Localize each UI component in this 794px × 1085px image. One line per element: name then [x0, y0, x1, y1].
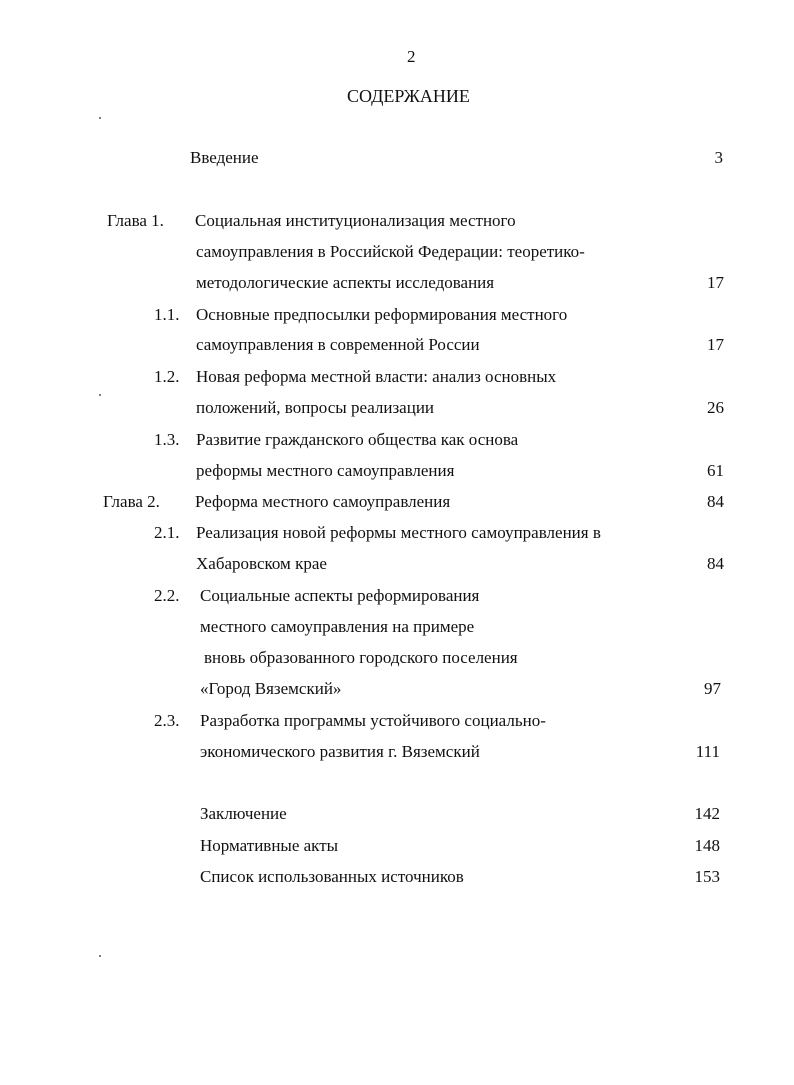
- toc-intro-label: Введение: [190, 148, 259, 167]
- toc-section-2-3-number: 2.3.: [154, 711, 180, 730]
- toc-section-1-2-page: 26: [707, 398, 724, 417]
- toc-section-2-3-page: 111: [695, 742, 720, 761]
- toc-section-1-1-number: 1.1.: [154, 305, 180, 324]
- toc-sources-page: 153: [694, 867, 720, 886]
- toc-chapter-1-page: 17: [707, 273, 724, 292]
- toc-section-2-1-number: 2.1.: [154, 523, 180, 542]
- toc-section-2-1-page: 84: [707, 554, 724, 573]
- toc-section-2-3-line-2: экономического развития г. Вяземский: [200, 742, 480, 761]
- toc-section-2-2-number: 2.2.: [154, 586, 180, 605]
- page-title: СОДЕРЖАНИЕ: [347, 86, 470, 106]
- toc-section-2-1-line-2: Хабаровском крае: [196, 554, 327, 573]
- toc-chapter-1-title-line-1: Социальная институционализация местного: [195, 211, 516, 230]
- toc-section-1-1-line-2: самоуправления в современной России: [196, 335, 480, 354]
- toc-chapter-1-title-line-2: самоуправления в Российской Федерации: теоретико-: [196, 242, 585, 261]
- toc-chapter-2-page: 84: [707, 492, 724, 511]
- toc-section-1-3-line-1: Развитие гражданского общества как основа: [196, 430, 519, 449]
- toc-section-2-3-line-1: Разработка программы устойчивого социально-: [200, 711, 546, 730]
- toc-section-2-1-line-1: Реализация новой реформы местного самоуправления в: [196, 523, 601, 542]
- toc-section-2-2-page: 97: [704, 679, 721, 698]
- toc-chapter-1-label: Глава 1.: [107, 211, 164, 230]
- toc-section-1-2-line-2: положений, вопросы реализации: [196, 398, 435, 417]
- toc-intro-page: 3: [714, 148, 723, 167]
- toc-normative-acts-page: 148: [694, 836, 720, 855]
- toc-chapter-2-title: Реформа местного самоуправления: [195, 492, 451, 511]
- toc-section-1-2-number: 1.2.: [154, 367, 180, 386]
- toc-section-2-2-line-1: Социальные аспекты реформирования: [200, 586, 480, 605]
- toc-section-1-2-line-1: Новая реформа местной власти: анализ основных: [196, 367, 557, 386]
- toc-section-2-2-line-3: вновь образованного городского поселения: [204, 648, 518, 667]
- scan-speck: [99, 955, 101, 957]
- toc-conclusion-label: Заключение: [200, 804, 287, 823]
- toc-section-1-3-page: 61: [707, 461, 724, 480]
- toc-normative-acts-label: Нормативные акты: [200, 836, 339, 855]
- toc-section-2-2-line-2: местного самоуправления на примере: [200, 617, 475, 636]
- toc-sources-label: Список использованных источников: [200, 867, 464, 886]
- toc-section-1-1-page: 17: [707, 335, 724, 354]
- page-number: 2: [407, 47, 416, 66]
- scan-speck: [99, 117, 101, 119]
- toc-chapter-2-label: Глава 2.: [103, 492, 160, 511]
- toc-conclusion-page: 142: [694, 804, 720, 823]
- toc-chapter-1-title-line-3: методологические аспекты исследования: [196, 273, 495, 292]
- toc-section-1-1-line-1: Основные предпосылки реформирования местного: [196, 305, 568, 324]
- scan-speck: [99, 394, 101, 396]
- toc-section-1-3-number: 1.3.: [154, 430, 180, 449]
- toc-section-2-2-line-4: «Город Вяземский»: [200, 679, 342, 698]
- toc-section-1-3-line-2: реформы местного самоуправления: [196, 461, 455, 480]
